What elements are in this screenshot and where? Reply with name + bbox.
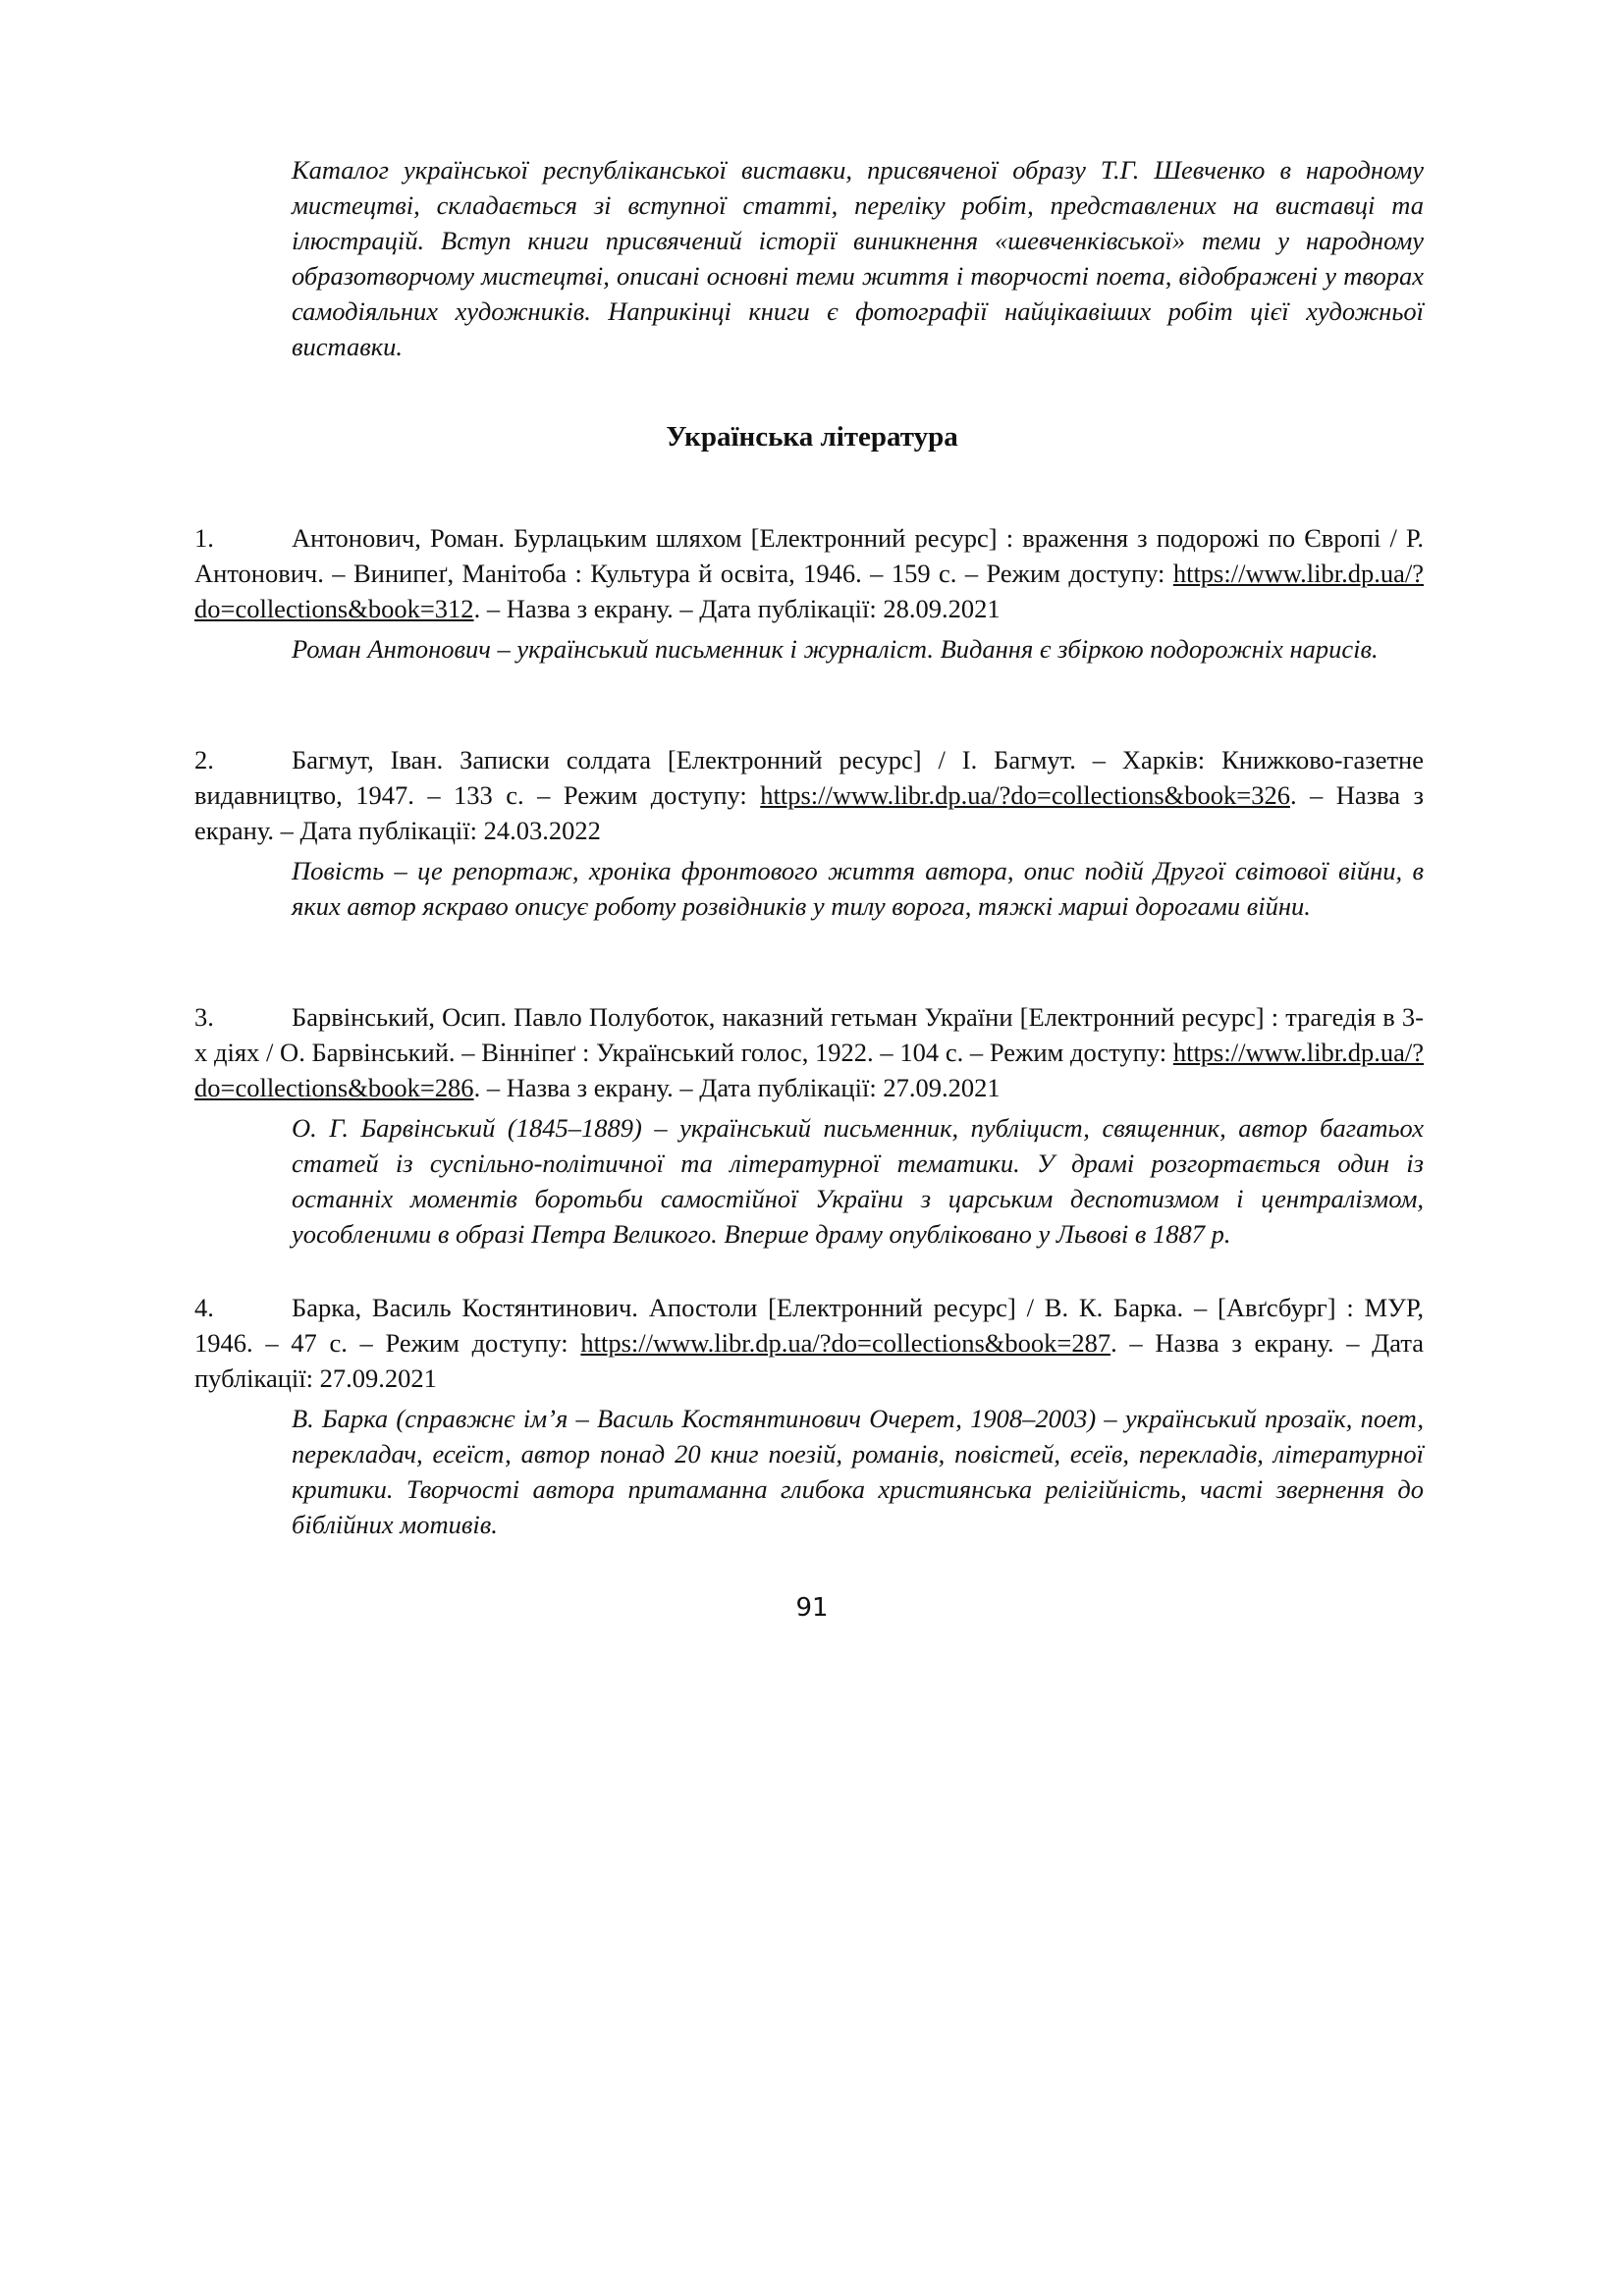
entry-link[interactable]: https://www.libr.dp.ua/?do=collections&book=326 <box>760 780 1290 810</box>
entry-citation <box>194 742 1424 848</box>
entry-citation <box>194 1290 1424 1396</box>
entry-annotation: Роман Антонович – український письменник і журналіст. Видання є збіркою подорожніх нарисів. <box>292 634 1379 664</box>
entry-citation-text: Барка, Василь Костянтинович. Апостоли [Електронний ресурс] / В. К. Барка. – [Авґсбург] : МУР, 1946. – 47 с. – Режим доступу: <box>194 1293 1424 1358</box>
entry-citation-tail: . – Назва з екрану. – Дата публікації: 27.09.2021 <box>194 1328 1424 1393</box>
bibliography-entry-1 <box>194 520 1424 667</box>
entry-annotation: Повість – це репортаж, хроніка фронтового життя автора, опис подій Другої світової війни, в яких автор яскраво описує роботу розвідників у тилу ворога, тяжкі марші дорогами війни. <box>292 856 1424 921</box>
entry-link[interactable]: https://www.libr.dp.ua/?do=collections&book=286 <box>194 1038 1424 1102</box>
entry-number: 2. <box>194 745 214 774</box>
entry-citation <box>194 999 1424 1105</box>
entry-citation <box>194 520 1424 626</box>
entry-annotation: О. Г. Барвінський (1845–1889) – український письменник, публіцист, священник, автор багатьох статей із суспільно-політичної та літературної тематики. У драмі розгортається один із останніх моментів боротьби самостійної України з царським деспотизмом і централізмом, уособленими в образі Петра Великого. Вперше драму опубліковано у Львові в 1887 р. <box>292 1113 1424 1249</box>
entry-link[interactable]: https://www.libr.dp.ua/?do=collections&book=312 <box>194 559 1424 623</box>
bibliography-entry-2 <box>194 742 1424 924</box>
entry-link[interactable]: https://www.libr.dp.ua/?do=collections&book=287 <box>580 1328 1111 1358</box>
bibliography-entry-4 <box>194 1290 1424 1542</box>
catalog-annotation: Каталог української республіканської виставки, присвяченої образу Т.Г. Шевченко в народному мистецтві, складається зі вступної статті, переліку робіт, представлених на виставці та ілюстрацій. Вступ книги присвячений історії виникнення «шевченківської» теми у народному образотворчому мистецтві, описані основні теми життя і творчості поета, відображені у творах самодіяльних художників. Наприкінці книги є фотографії найцікавіших робіт цієї художньої виставки. <box>292 155 1424 361</box>
entry-number: 4. <box>194 1293 214 1322</box>
entry-citation-tail: . – Назва з екрану. – Дата публікації: 28.09.2021 <box>473 594 1001 623</box>
entry-number: 1. <box>194 523 214 553</box>
section-title: Українська література <box>666 421 958 453</box>
entry-number: 3. <box>194 1002 214 1032</box>
entry-citation-text: Багмут, Іван. Записки солдата [Електронний ресурс] / І. Багмут. – Харків: Книжково-газетне видавництво, 1947. – 133 с. – Режим доступу: <box>194 745 1424 810</box>
entry-annotation: В. Барка (справжнє ім’я – Василь Костянтинович Очерет, 1908–2003) – український прозаїк, поет, перекладач, есеїст, автор понад 20 книг поезій, романів, повістей, есеїв, перекладів, літературної критики. Творчості автора притаманна глибока християнська релігійність, часті звернення до біблійних мотивів. <box>292 1404 1424 1539</box>
bibliography-entry-3 <box>194 999 1424 1252</box>
entry-citation-tail: . – Назва з екрану. – Дата публікації: 24.03.2022 <box>194 780 1424 845</box>
entry-citation-tail: . – Назва з екрану. – Дата публікації: 27.09.2021 <box>473 1073 1001 1102</box>
entry-citation-text: Барвінський, Осип. Павло Полуботок, наказний гетьман України [Електронний ресурс] : трагедія в 3-х діях / О. Барвінський. – Вінніпеґ : Український голос, 1922. – 104 с. – Режим доступу: <box>194 1002 1424 1067</box>
page-number: 91 <box>795 1593 829 1623</box>
entry-citation-text: Антонович, Роман. Бурлацьким шляхом [Електронний ресурс] : враження з подорожі по Європі / Р. Антонович. – Винипеґ, Манітоба : Культура й освіта, 1946. – 159 с. – Режим доступу: <box>194 523 1424 588</box>
